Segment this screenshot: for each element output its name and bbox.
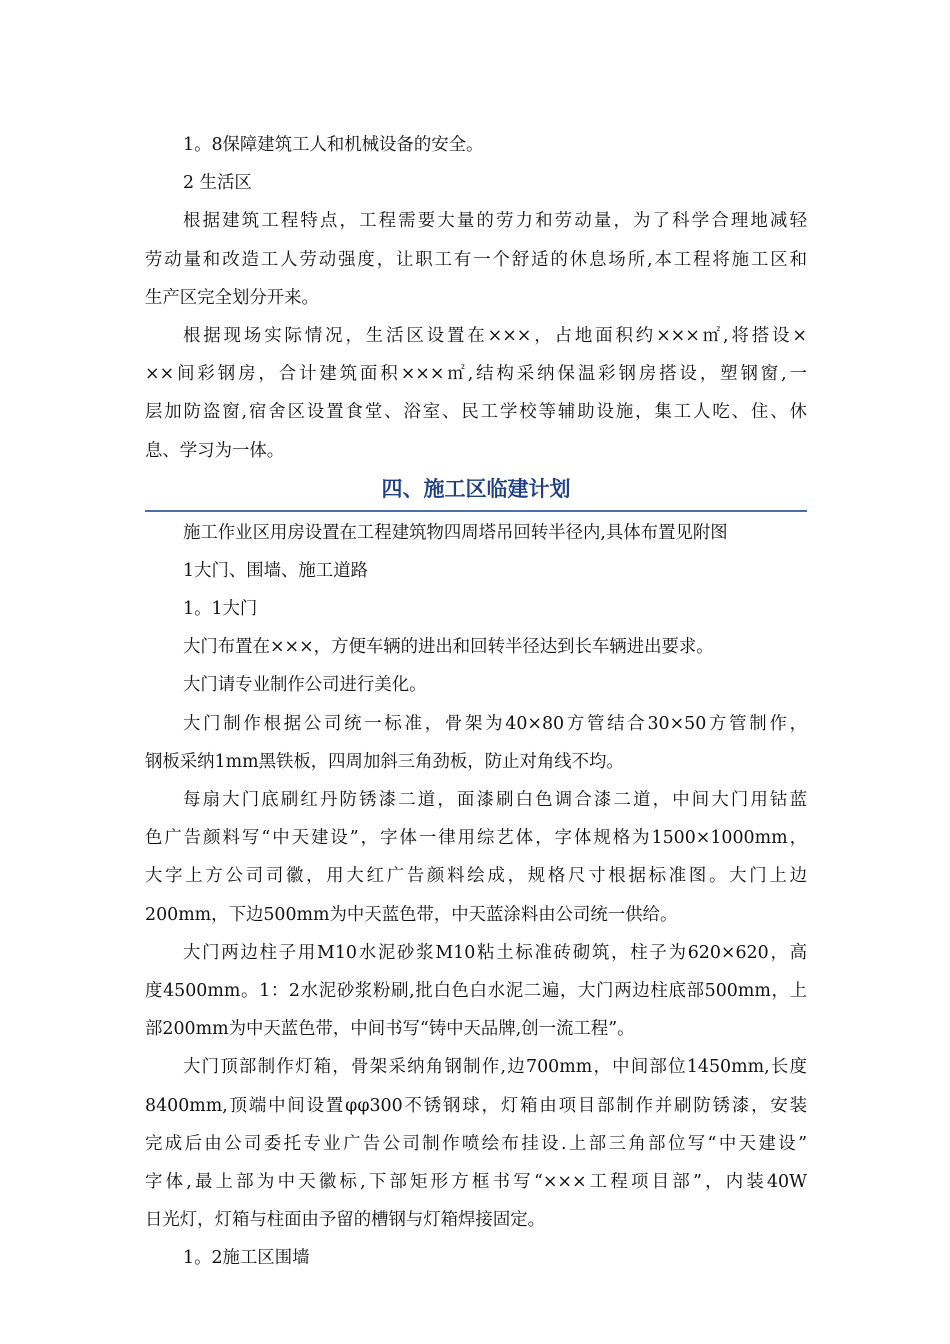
paragraph-line: 大门顶部制作灯箱，骨架采纳角钢制作,边700mm，中间部位1450mm,长度 xyxy=(183,1057,807,1078)
paragraph-living-area-purpose xyxy=(145,202,807,317)
paragraph-line: 完成后由公司委托专业广告公司制作喷绘布挂设.上部三角部位写“中天建设” xyxy=(145,1133,807,1154)
paragraph-line: 每扇大门底刷红丹防锈漆二道，面漆刷白色调合漆二道，中间大门用钴蓝 xyxy=(183,790,807,810)
paragraph-line: 生产区完全划分开来。 xyxy=(145,287,319,308)
item-1-title: 1大门、围墙、施工道路 xyxy=(183,560,368,581)
item-2-title: 2 生活区 xyxy=(183,173,252,194)
paragraph-line: 根据建筑工程特点，工程需要大量的劳力和劳动量，为了科学合理地减轻 xyxy=(183,211,807,232)
paragraph-line: 层加防盗窗,宿舍区设置食堂、浴室、民工学校等辅助设施，集工人吃、住、休 xyxy=(145,402,807,423)
paragraph-line: 部200mm为中天蓝色带，中间书写“铸中天品牌,创一流工程”。 xyxy=(145,1019,635,1040)
paragraph-line: 根据现场实际情况，生活区设置在×××，占地面积约×××㎡,将搭设× xyxy=(183,325,807,346)
item-1-8: 1。8保障建筑工人和机械设备的安全。 xyxy=(183,135,484,155)
paragraph-line: 度4500mm。1：2水泥砂浆粉刷,批白色白水泥二遍，大门两边柱底部500mm，上 xyxy=(145,980,807,1001)
paragraph-gate-make xyxy=(145,705,807,781)
paragraph-gate-location: 大门布置在×××，方便车辆的进出和回转半径达到长车辆进出要求。 xyxy=(183,637,714,658)
paragraph-line: 劳动量和改造工人劳动强度，让职工有一个舒适的休息场所,本工程将施工区和 xyxy=(145,249,807,270)
paragraph-gate-lightbox xyxy=(145,1048,807,1239)
item-1-1-title: 1。1大门 xyxy=(183,599,258,620)
section-intro: 施工作业区用房设置在工程建筑物四周塔吊回转半径内,具体布置见附图 xyxy=(183,522,728,543)
paragraph-line: 大门制作根据公司统一标准，骨架为40×80方管结合30×50方管制作， xyxy=(183,713,807,734)
paragraph-line: 大字上方公司司徽，用大红广告颜料绘成，规格尺寸根据标准图。大门上边 xyxy=(145,866,807,887)
paragraph-line: 8400mm,顶端中间设置φφ300不锈钢球，灯箱由项目部制作并刷防锈漆，安装 xyxy=(145,1095,807,1116)
paragraph-living-area-setup xyxy=(145,317,807,470)
paragraph-line: 息、学习为一体。 xyxy=(145,440,285,461)
paragraph-gate-beautify: 大门请专业制作公司进行美化。 xyxy=(183,675,427,696)
document-page xyxy=(145,126,807,1277)
section-heading: 四、施工区临建计划 xyxy=(145,472,807,512)
paragraph-gate-paint xyxy=(145,781,807,934)
paragraph-line: 日光灯，灯箱与柱面由予留的槽钢与灯箱焊接固定。 xyxy=(145,1210,545,1231)
item-1-2-title: 1。2施工区围墙 xyxy=(183,1248,310,1269)
paragraph-line: 200mm，下边500mm为中天蓝色带，中天蓝涂料由公司统一供给。 xyxy=(145,904,678,925)
paragraph-line: 钢板采纳1mm黑铁板，四周加斜三角劲板，防止对角线不均。 xyxy=(145,751,624,772)
paragraph-gate-pillar xyxy=(145,934,807,1049)
paragraph-line: 大门两边柱子用M10水泥砂浆M10粘土标准砖砌筑，柱子为620×620，高 xyxy=(183,942,807,963)
paragraph-line: ××间彩钢房，合计建筑面积×××㎡,结构采纳保温彩钢房搭设，塑钢窗,一 xyxy=(145,364,807,385)
paragraph-line: 色广告颜料写“中天建设”，字体一律用综艺体，字体规格为1500×1000mm， xyxy=(145,828,807,849)
paragraph-line: 字体,最上部为中天徽标,下部矩形方框书写“×××工程项目部”，内装40W xyxy=(145,1171,807,1192)
